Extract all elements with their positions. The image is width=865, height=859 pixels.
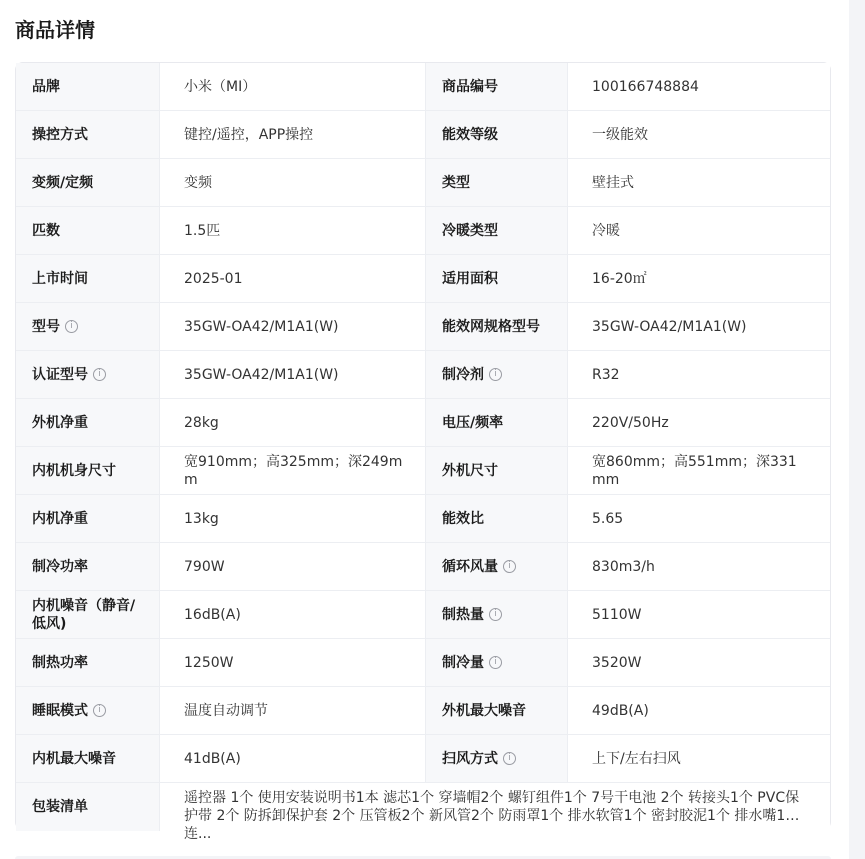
spec-value: 16-20㎡ — [567, 255, 830, 302]
spec-label: 制冷功率 — [16, 543, 159, 590]
spec-label: 变频/定频 — [16, 159, 159, 206]
spec-table — [15, 62, 831, 842]
spec-value: 35GW-OA42/M1A1(W) — [567, 303, 830, 350]
spec-value: 壁挂式 — [567, 159, 830, 206]
spec-value: 上下/左右扫风 — [567, 735, 830, 782]
spec-label-text: 制冷量 — [442, 654, 484, 671]
package-contents-cell — [159, 783, 830, 842]
spec-label-text: 制冷剂 — [442, 366, 484, 383]
spec-value: 小米（MI） — [159, 63, 425, 110]
spec-label: 品牌 — [16, 63, 159, 110]
spec-label: 外机尺寸 — [425, 447, 567, 494]
spec-value: 变频 — [159, 159, 425, 206]
table-row-package — [16, 783, 830, 842]
spec-label: 包装清单 — [16, 783, 159, 831]
spec-label: 商品编号 — [425, 63, 567, 110]
spec-label-text: 扫风方式 — [442, 750, 498, 767]
table-row — [16, 543, 830, 591]
table-row — [16, 591, 830, 639]
spec-label-with-info — [425, 639, 567, 686]
spec-label-text: 认证型号 — [32, 366, 88, 383]
spec-label-text: 循环风量 — [442, 558, 498, 575]
spec-value: 830m3/h — [567, 543, 830, 590]
spec-value: 2025-01 — [159, 255, 425, 302]
table-row — [16, 447, 830, 495]
spec-value: 3520W — [567, 639, 830, 686]
spec-value: 35GW-OA42/M1A1(W) — [159, 351, 425, 398]
table-row — [16, 111, 830, 159]
spec-label: 内机噪音（静音/低风) — [16, 591, 159, 638]
table-row — [16, 735, 830, 783]
info-circle-icon[interactable]: i — [489, 368, 502, 381]
spec-label: 内机机身尺寸 — [16, 447, 159, 494]
spec-value: 温度自动调节 — [159, 687, 425, 734]
spec-value: 宽910mm；高325mm；深249mm — [159, 447, 425, 494]
spec-label-with-info — [425, 735, 567, 782]
package-contents: 遥控器 1个 使用安装说明书1本 滤芯1个 穿墙帽2个 螺钉组件1个 7号干电池 2个 转接头1个 PVC保护带 2个 防拆卸保护套 2个 压管板2个 新风管2个 防雨罩1个 排水软管1个 密封胶泥1个 排水嘴1个 连... — [184, 790, 800, 842]
spec-value: 键控/遥控，APP操控 — [159, 111, 425, 158]
spec-value: 220V/50Hz — [567, 399, 830, 446]
spec-value: 5110W — [567, 591, 830, 638]
table-row — [16, 159, 830, 207]
info-circle-icon[interactable]: i — [489, 656, 502, 669]
spec-label: 外机最大噪音 — [425, 687, 567, 734]
table-row — [16, 351, 830, 399]
info-circle-icon[interactable]: i — [489, 608, 502, 621]
spec-label-with-info — [16, 303, 159, 350]
spec-label: 制热功率 — [16, 639, 159, 686]
info-circle-icon[interactable]: i — [93, 704, 106, 717]
spec-value: 41dB(A) — [159, 735, 425, 782]
spec-value: 宽860mm；高551mm；深331mm — [567, 447, 830, 494]
info-circle-icon[interactable]: i — [503, 560, 516, 573]
spec-label-with-info — [425, 591, 567, 638]
spec-label-with-info — [425, 543, 567, 590]
spec-value: 1250W — [159, 639, 425, 686]
spec-label: 内机净重 — [16, 495, 159, 542]
spec-value: 100166748884 — [567, 63, 830, 110]
table-row — [16, 303, 830, 351]
spec-label: 外机净重 — [16, 399, 159, 446]
spec-label: 电压/频率 — [425, 399, 567, 446]
spec-label: 上市时间 — [16, 255, 159, 302]
table-row — [16, 207, 830, 255]
page-title: 商品详情 — [15, 18, 95, 42]
spec-label: 能效比 — [425, 495, 567, 542]
table-row — [16, 639, 830, 687]
spec-label-text: 制热量 — [442, 606, 484, 623]
info-circle-icon[interactable]: i — [93, 368, 106, 381]
spec-value: 13kg — [159, 495, 425, 542]
scrollbar-track[interactable] — [849, 0, 865, 859]
spec-label: 能效网规格型号 — [425, 303, 567, 350]
spec-label: 类型 — [425, 159, 567, 206]
info-circle-icon[interactable]: i — [503, 752, 516, 765]
spec-label: 操控方式 — [16, 111, 159, 158]
spec-label-with-info — [425, 351, 567, 398]
spec-value: 1.5匹 — [159, 207, 425, 254]
table-row — [16, 63, 830, 111]
spec-label: 内机最大噪音 — [16, 735, 159, 782]
spec-label-text: 睡眠模式 — [32, 702, 88, 719]
spec-label-text: 型号 — [32, 318, 60, 335]
table-row — [16, 255, 830, 303]
spec-value: 49dB(A) — [567, 687, 830, 734]
spec-value: 冷暖 — [567, 207, 830, 254]
spec-label: 适用面积 — [425, 255, 567, 302]
spec-label-with-info — [16, 687, 159, 734]
spec-value: 28kg — [159, 399, 425, 446]
spec-label: 匹数 — [16, 207, 159, 254]
spec-value: R32 — [567, 351, 830, 398]
table-row — [16, 495, 830, 543]
info-circle-icon[interactable]: i — [65, 320, 78, 333]
spec-label-with-info — [16, 351, 159, 398]
spec-value: 16dB(A) — [159, 591, 425, 638]
spec-value: 35GW-OA42/M1A1(W) — [159, 303, 425, 350]
spec-value: 5.65 — [567, 495, 830, 542]
spec-label: 冷暖类型 — [425, 207, 567, 254]
spec-value: 一级能效 — [567, 111, 830, 158]
spec-label: 能效等级 — [425, 111, 567, 158]
table-row — [16, 399, 830, 447]
spec-value: 790W — [159, 543, 425, 590]
table-row — [16, 687, 830, 735]
